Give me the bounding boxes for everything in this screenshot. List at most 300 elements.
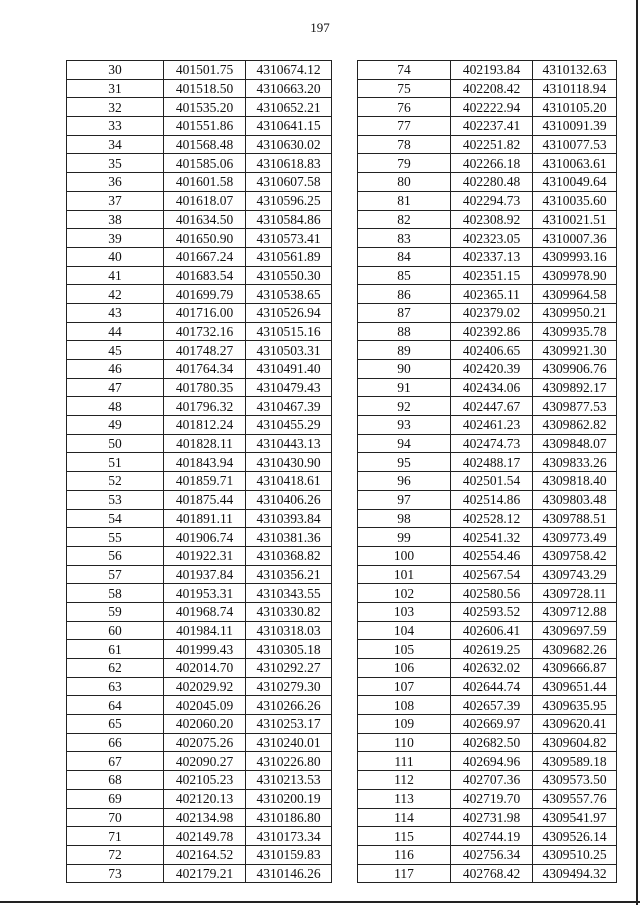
y-coordinate-cell: 4310305.18 — [246, 640, 332, 659]
point-number-cell: 30 — [67, 61, 164, 80]
table-row — [358, 621, 617, 640]
y-coordinate-cell: 4309604.82 — [533, 733, 617, 752]
y-coordinate-cell: 4310596.25 — [246, 191, 332, 210]
x-coordinate-cell: 401968.74 — [164, 602, 246, 621]
table-row — [67, 602, 332, 621]
table-row — [67, 771, 332, 790]
point-number-cell: 105 — [358, 640, 451, 659]
point-number-cell: 66 — [67, 733, 164, 752]
point-number-cell: 112 — [358, 771, 451, 790]
x-coordinate-cell: 402294.73 — [451, 191, 533, 210]
point-number-cell: 77 — [358, 117, 451, 136]
y-coordinate-cell: 4309697.59 — [533, 621, 617, 640]
x-coordinate-cell: 402379.02 — [451, 303, 533, 322]
y-coordinate-cell: 4310159.83 — [246, 845, 332, 864]
table-row — [67, 341, 332, 360]
table-row — [358, 584, 617, 603]
x-coordinate-cell: 402090.27 — [164, 752, 246, 771]
x-coordinate-cell: 402365.11 — [451, 285, 533, 304]
point-number-cell: 74 — [358, 61, 451, 80]
x-coordinate-cell: 402434.06 — [451, 378, 533, 397]
y-coordinate-cell: 4310077.53 — [533, 135, 617, 154]
x-coordinate-cell: 402266.18 — [451, 154, 533, 173]
x-coordinate-cell: 402567.54 — [451, 565, 533, 584]
x-coordinate-cell: 402149.78 — [164, 827, 246, 846]
point-number-cell: 61 — [67, 640, 164, 659]
x-coordinate-cell: 402694.96 — [451, 752, 533, 771]
point-number-cell: 104 — [358, 621, 451, 640]
point-number-cell: 80 — [358, 173, 451, 192]
point-number-cell: 98 — [358, 509, 451, 528]
y-coordinate-cell: 4310132.63 — [533, 61, 617, 80]
y-coordinate-cell: 4310343.55 — [246, 584, 332, 603]
table-row — [358, 546, 617, 565]
table-row — [67, 191, 332, 210]
point-number-cell: 79 — [358, 154, 451, 173]
point-number-cell: 40 — [67, 247, 164, 266]
point-number-cell: 90 — [358, 360, 451, 379]
y-coordinate-cell: 4309862.82 — [533, 416, 617, 435]
y-coordinate-cell: 4309494.32 — [533, 864, 617, 883]
x-coordinate-cell: 402251.82 — [451, 135, 533, 154]
y-coordinate-cell: 4310173.34 — [246, 827, 332, 846]
point-number-cell: 38 — [67, 210, 164, 229]
table-row — [67, 322, 332, 341]
x-coordinate-cell: 402060.20 — [164, 715, 246, 734]
y-coordinate-cell: 4309573.50 — [533, 771, 617, 790]
y-coordinate-cell: 4310279.30 — [246, 677, 332, 696]
point-number-cell: 55 — [67, 528, 164, 547]
point-number-cell: 113 — [358, 789, 451, 808]
table-row — [358, 789, 617, 808]
y-coordinate-cell: 4310118.94 — [533, 79, 617, 98]
point-number-cell: 106 — [358, 659, 451, 678]
table-row — [67, 98, 332, 117]
y-coordinate-cell: 4310146.26 — [246, 864, 332, 883]
table-row — [67, 845, 332, 864]
x-coordinate-cell: 402682.50 — [451, 733, 533, 752]
point-number-cell: 59 — [67, 602, 164, 621]
point-number-cell: 83 — [358, 229, 451, 248]
x-coordinate-cell: 402474.73 — [451, 434, 533, 453]
point-number-cell: 71 — [67, 827, 164, 846]
x-coordinate-cell: 401601.58 — [164, 173, 246, 192]
x-coordinate-cell: 401953.31 — [164, 584, 246, 603]
point-number-cell: 37 — [67, 191, 164, 210]
y-coordinate-cell: 4310618.83 — [246, 154, 332, 173]
x-coordinate-cell: 401535.20 — [164, 98, 246, 117]
point-number-cell: 48 — [67, 397, 164, 416]
y-coordinate-cell: 4310406.26 — [246, 490, 332, 509]
table-row — [67, 303, 332, 322]
x-coordinate-cell: 402237.41 — [451, 117, 533, 136]
point-number-cell: 54 — [67, 509, 164, 528]
point-number-cell: 92 — [358, 397, 451, 416]
y-coordinate-cell: 4309635.95 — [533, 696, 617, 715]
x-coordinate-cell: 402179.21 — [164, 864, 246, 883]
y-coordinate-cell: 4309833.26 — [533, 453, 617, 472]
x-coordinate-cell: 401764.34 — [164, 360, 246, 379]
table-row — [358, 659, 617, 678]
y-coordinate-cell: 4309557.76 — [533, 789, 617, 808]
table-row — [358, 490, 617, 509]
x-coordinate-cell: 401796.32 — [164, 397, 246, 416]
point-number-cell: 32 — [67, 98, 164, 117]
x-coordinate-cell: 402501.54 — [451, 472, 533, 491]
table-row — [67, 397, 332, 416]
x-coordinate-cell: 402120.13 — [164, 789, 246, 808]
point-number-cell: 72 — [67, 845, 164, 864]
table-row — [67, 472, 332, 491]
y-coordinate-cell: 4310226.80 — [246, 752, 332, 771]
x-coordinate-cell: 402541.32 — [451, 528, 533, 547]
table-row — [67, 135, 332, 154]
table-row — [67, 621, 332, 640]
x-coordinate-cell: 402731.98 — [451, 808, 533, 827]
x-coordinate-cell: 401875.44 — [164, 490, 246, 509]
point-number-cell: 46 — [67, 360, 164, 379]
table-row — [358, 285, 617, 304]
point-number-cell: 102 — [358, 584, 451, 603]
x-coordinate-cell: 402029.92 — [164, 677, 246, 696]
y-coordinate-cell: 4310007.36 — [533, 229, 617, 248]
x-coordinate-cell: 402280.48 — [451, 173, 533, 192]
table-row — [67, 453, 332, 472]
x-coordinate-cell: 401518.50 — [164, 79, 246, 98]
y-coordinate-cell: 4309758.42 — [533, 546, 617, 565]
point-number-cell: 36 — [67, 173, 164, 192]
y-coordinate-cell: 4310200.19 — [246, 789, 332, 808]
y-coordinate-cell: 4309950.21 — [533, 303, 617, 322]
point-number-cell: 43 — [67, 303, 164, 322]
x-coordinate-cell: 402593.52 — [451, 602, 533, 621]
x-coordinate-cell: 401551.86 — [164, 117, 246, 136]
y-coordinate-cell: 4309935.78 — [533, 322, 617, 341]
y-coordinate-cell: 4310393.84 — [246, 509, 332, 528]
x-coordinate-cell: 402514.86 — [451, 490, 533, 509]
point-number-cell: 78 — [358, 135, 451, 154]
page-edge-right — [636, 0, 638, 905]
x-coordinate-cell: 401585.06 — [164, 154, 246, 173]
y-coordinate-cell: 4310105.20 — [533, 98, 617, 117]
x-coordinate-cell: 401937.84 — [164, 565, 246, 584]
x-coordinate-cell: 402337.13 — [451, 247, 533, 266]
table-row — [358, 752, 617, 771]
table-row — [67, 565, 332, 584]
table-row — [67, 808, 332, 827]
y-coordinate-cell: 4309651.44 — [533, 677, 617, 696]
point-number-cell: 33 — [67, 117, 164, 136]
y-coordinate-cell: 4309666.87 — [533, 659, 617, 678]
point-number-cell: 96 — [358, 472, 451, 491]
point-number-cell: 73 — [67, 864, 164, 883]
point-number-cell: 49 — [67, 416, 164, 435]
table-row — [67, 827, 332, 846]
point-number-cell: 44 — [67, 322, 164, 341]
y-coordinate-cell: 4310381.36 — [246, 528, 332, 547]
y-coordinate-cell: 4310491.40 — [246, 360, 332, 379]
y-coordinate-cell: 4310526.94 — [246, 303, 332, 322]
y-coordinate-cell: 4309620.41 — [533, 715, 617, 734]
y-coordinate-cell: 4309743.29 — [533, 565, 617, 584]
y-coordinate-cell: 4310607.58 — [246, 173, 332, 192]
table-row — [358, 322, 617, 341]
x-coordinate-cell: 401780.35 — [164, 378, 246, 397]
table-row — [358, 117, 617, 136]
table-row — [67, 229, 332, 248]
x-coordinate-cell: 401650.90 — [164, 229, 246, 248]
point-number-cell: 114 — [358, 808, 451, 827]
y-coordinate-cell: 4310213.53 — [246, 771, 332, 790]
table-row — [358, 135, 617, 154]
table-row — [67, 117, 332, 136]
x-coordinate-cell: 402644.74 — [451, 677, 533, 696]
point-number-cell: 97 — [358, 490, 451, 509]
point-number-cell: 56 — [67, 546, 164, 565]
table-row — [358, 360, 617, 379]
x-coordinate-cell: 402208.42 — [451, 79, 533, 98]
y-coordinate-cell: 4310573.41 — [246, 229, 332, 248]
x-coordinate-cell: 402669.97 — [451, 715, 533, 734]
point-number-cell: 58 — [67, 584, 164, 603]
point-number-cell: 53 — [67, 490, 164, 509]
y-coordinate-cell: 4310641.15 — [246, 117, 332, 136]
x-coordinate-cell: 401984.11 — [164, 621, 246, 640]
x-coordinate-cell: 401859.71 — [164, 472, 246, 491]
y-coordinate-cell: 4309712.88 — [533, 602, 617, 621]
point-number-cell: 91 — [358, 378, 451, 397]
point-number-cell: 88 — [358, 322, 451, 341]
point-number-cell: 64 — [67, 696, 164, 715]
y-coordinate-cell: 4310652.21 — [246, 98, 332, 117]
x-coordinate-cell: 401922.31 — [164, 546, 246, 565]
y-coordinate-cell: 4310021.51 — [533, 210, 617, 229]
y-coordinate-cell: 4310368.82 — [246, 546, 332, 565]
point-number-cell: 101 — [358, 565, 451, 584]
x-coordinate-cell: 402045.09 — [164, 696, 246, 715]
x-coordinate-cell: 402134.98 — [164, 808, 246, 827]
table-row — [67, 752, 332, 771]
point-number-cell: 57 — [67, 565, 164, 584]
point-number-cell: 60 — [67, 621, 164, 640]
y-coordinate-cell: 4310035.60 — [533, 191, 617, 210]
x-coordinate-cell: 402075.26 — [164, 733, 246, 752]
table-row — [67, 285, 332, 304]
point-number-cell: 116 — [358, 845, 451, 864]
table-row — [358, 453, 617, 472]
x-coordinate-cell: 402105.23 — [164, 771, 246, 790]
point-number-cell: 39 — [67, 229, 164, 248]
table-row — [358, 173, 617, 192]
x-coordinate-cell: 402164.52 — [164, 845, 246, 864]
x-coordinate-cell: 402756.34 — [451, 845, 533, 864]
table-row — [358, 416, 617, 435]
y-coordinate-cell: 4310479.43 — [246, 378, 332, 397]
table-row — [358, 864, 617, 883]
coordinate-table-left — [66, 60, 332, 883]
y-coordinate-cell: 4309589.18 — [533, 752, 617, 771]
y-coordinate-cell: 4310063.61 — [533, 154, 617, 173]
page-edge-bottom — [0, 901, 640, 903]
point-number-cell: 100 — [358, 546, 451, 565]
table-row — [358, 303, 617, 322]
point-number-cell: 76 — [358, 98, 451, 117]
y-coordinate-cell: 4309682.26 — [533, 640, 617, 659]
x-coordinate-cell: 402014.70 — [164, 659, 246, 678]
x-coordinate-cell: 402657.39 — [451, 696, 533, 715]
x-coordinate-cell: 401843.94 — [164, 453, 246, 472]
x-coordinate-cell: 402768.42 — [451, 864, 533, 883]
point-number-cell: 75 — [358, 79, 451, 98]
x-coordinate-cell: 401667.24 — [164, 247, 246, 266]
point-number-cell: 89 — [358, 341, 451, 360]
x-coordinate-cell: 401618.07 — [164, 191, 246, 210]
x-coordinate-cell: 401906.74 — [164, 528, 246, 547]
table-row — [358, 640, 617, 659]
point-number-cell: 107 — [358, 677, 451, 696]
table-row — [358, 154, 617, 173]
point-number-cell: 85 — [358, 266, 451, 285]
point-number-cell: 62 — [67, 659, 164, 678]
y-coordinate-cell: 4310538.65 — [246, 285, 332, 304]
y-coordinate-cell: 4310561.89 — [246, 247, 332, 266]
table-row — [358, 191, 617, 210]
x-coordinate-cell: 401828.11 — [164, 434, 246, 453]
point-number-cell: 47 — [67, 378, 164, 397]
y-coordinate-cell: 4310430.90 — [246, 453, 332, 472]
x-coordinate-cell: 402222.94 — [451, 98, 533, 117]
y-coordinate-cell: 4309818.40 — [533, 472, 617, 491]
y-coordinate-cell: 4310584.86 — [246, 210, 332, 229]
table-row — [67, 677, 332, 696]
point-number-cell: 51 — [67, 453, 164, 472]
y-coordinate-cell: 4310186.80 — [246, 808, 332, 827]
point-number-cell: 111 — [358, 752, 451, 771]
table-row — [67, 789, 332, 808]
point-number-cell: 81 — [358, 191, 451, 210]
point-number-cell: 31 — [67, 79, 164, 98]
table-row — [67, 509, 332, 528]
x-coordinate-cell: 402554.46 — [451, 546, 533, 565]
point-number-cell: 45 — [67, 341, 164, 360]
table-row — [358, 733, 617, 752]
table-row — [358, 434, 617, 453]
x-coordinate-cell: 401891.11 — [164, 509, 246, 528]
x-coordinate-cell: 401699.79 — [164, 285, 246, 304]
table-row — [67, 640, 332, 659]
x-coordinate-cell: 402308.92 — [451, 210, 533, 229]
x-coordinate-cell: 401568.48 — [164, 135, 246, 154]
y-coordinate-cell: 4310515.16 — [246, 322, 332, 341]
table-row — [67, 715, 332, 734]
table-row — [358, 827, 617, 846]
table-row — [67, 154, 332, 173]
table-row — [358, 210, 617, 229]
x-coordinate-cell: 402461.23 — [451, 416, 533, 435]
y-coordinate-cell: 4310318.03 — [246, 621, 332, 640]
point-number-cell: 70 — [67, 808, 164, 827]
table-row — [67, 659, 332, 678]
table-row — [358, 677, 617, 696]
table-row — [358, 771, 617, 790]
y-coordinate-cell: 4310467.39 — [246, 397, 332, 416]
point-number-cell: 84 — [358, 247, 451, 266]
x-coordinate-cell: 401501.75 — [164, 61, 246, 80]
page-number: 197 — [310, 20, 330, 35]
x-coordinate-cell: 402392.86 — [451, 322, 533, 341]
table-row — [358, 266, 617, 285]
y-coordinate-cell: 4310049.64 — [533, 173, 617, 192]
point-number-cell: 67 — [67, 752, 164, 771]
table-row — [358, 565, 617, 584]
table-row — [358, 378, 617, 397]
point-number-cell: 63 — [67, 677, 164, 696]
table-row — [67, 360, 332, 379]
table-row — [358, 696, 617, 715]
table-row — [358, 472, 617, 491]
table-row — [358, 247, 617, 266]
table-row — [67, 696, 332, 715]
y-coordinate-cell: 4310356.21 — [246, 565, 332, 584]
table-row — [358, 715, 617, 734]
point-number-cell: 94 — [358, 434, 451, 453]
y-coordinate-cell: 4309877.53 — [533, 397, 617, 416]
x-coordinate-cell: 402447.67 — [451, 397, 533, 416]
point-number-cell: 34 — [67, 135, 164, 154]
table-row — [358, 61, 617, 80]
point-number-cell: 109 — [358, 715, 451, 734]
y-coordinate-cell: 4310091.39 — [533, 117, 617, 136]
y-coordinate-cell: 4310630.02 — [246, 135, 332, 154]
point-number-cell: 115 — [358, 827, 451, 846]
y-coordinate-cell: 4309978.90 — [533, 266, 617, 285]
y-coordinate-cell: 4310663.20 — [246, 79, 332, 98]
table-row — [67, 79, 332, 98]
y-coordinate-cell: 4309906.76 — [533, 360, 617, 379]
point-number-cell: 103 — [358, 602, 451, 621]
y-coordinate-cell: 4309788.51 — [533, 509, 617, 528]
point-number-cell: 42 — [67, 285, 164, 304]
x-coordinate-cell: 401683.54 — [164, 266, 246, 285]
table-row — [67, 247, 332, 266]
y-coordinate-cell: 4309541.97 — [533, 808, 617, 827]
table-row — [358, 808, 617, 827]
point-number-cell: 50 — [67, 434, 164, 453]
y-coordinate-cell: 4309921.30 — [533, 341, 617, 360]
y-coordinate-cell: 4309964.58 — [533, 285, 617, 304]
table-row — [358, 845, 617, 864]
point-number-cell: 110 — [358, 733, 451, 752]
table-row — [358, 397, 617, 416]
x-coordinate-cell: 402323.05 — [451, 229, 533, 248]
point-number-cell: 82 — [358, 210, 451, 229]
x-coordinate-cell: 402351.15 — [451, 266, 533, 285]
table-row — [358, 509, 617, 528]
x-coordinate-cell: 402632.02 — [451, 659, 533, 678]
table-row — [358, 79, 617, 98]
point-number-cell: 86 — [358, 285, 451, 304]
y-coordinate-cell: 4310418.61 — [246, 472, 332, 491]
point-number-cell: 65 — [67, 715, 164, 734]
y-coordinate-cell: 4309803.48 — [533, 490, 617, 509]
x-coordinate-cell: 401999.43 — [164, 640, 246, 659]
y-coordinate-cell: 4309728.11 — [533, 584, 617, 603]
y-coordinate-cell: 4310674.12 — [246, 61, 332, 80]
point-number-cell: 87 — [358, 303, 451, 322]
y-coordinate-cell: 4310503.31 — [246, 341, 332, 360]
table-row — [358, 229, 617, 248]
table-row — [67, 490, 332, 509]
